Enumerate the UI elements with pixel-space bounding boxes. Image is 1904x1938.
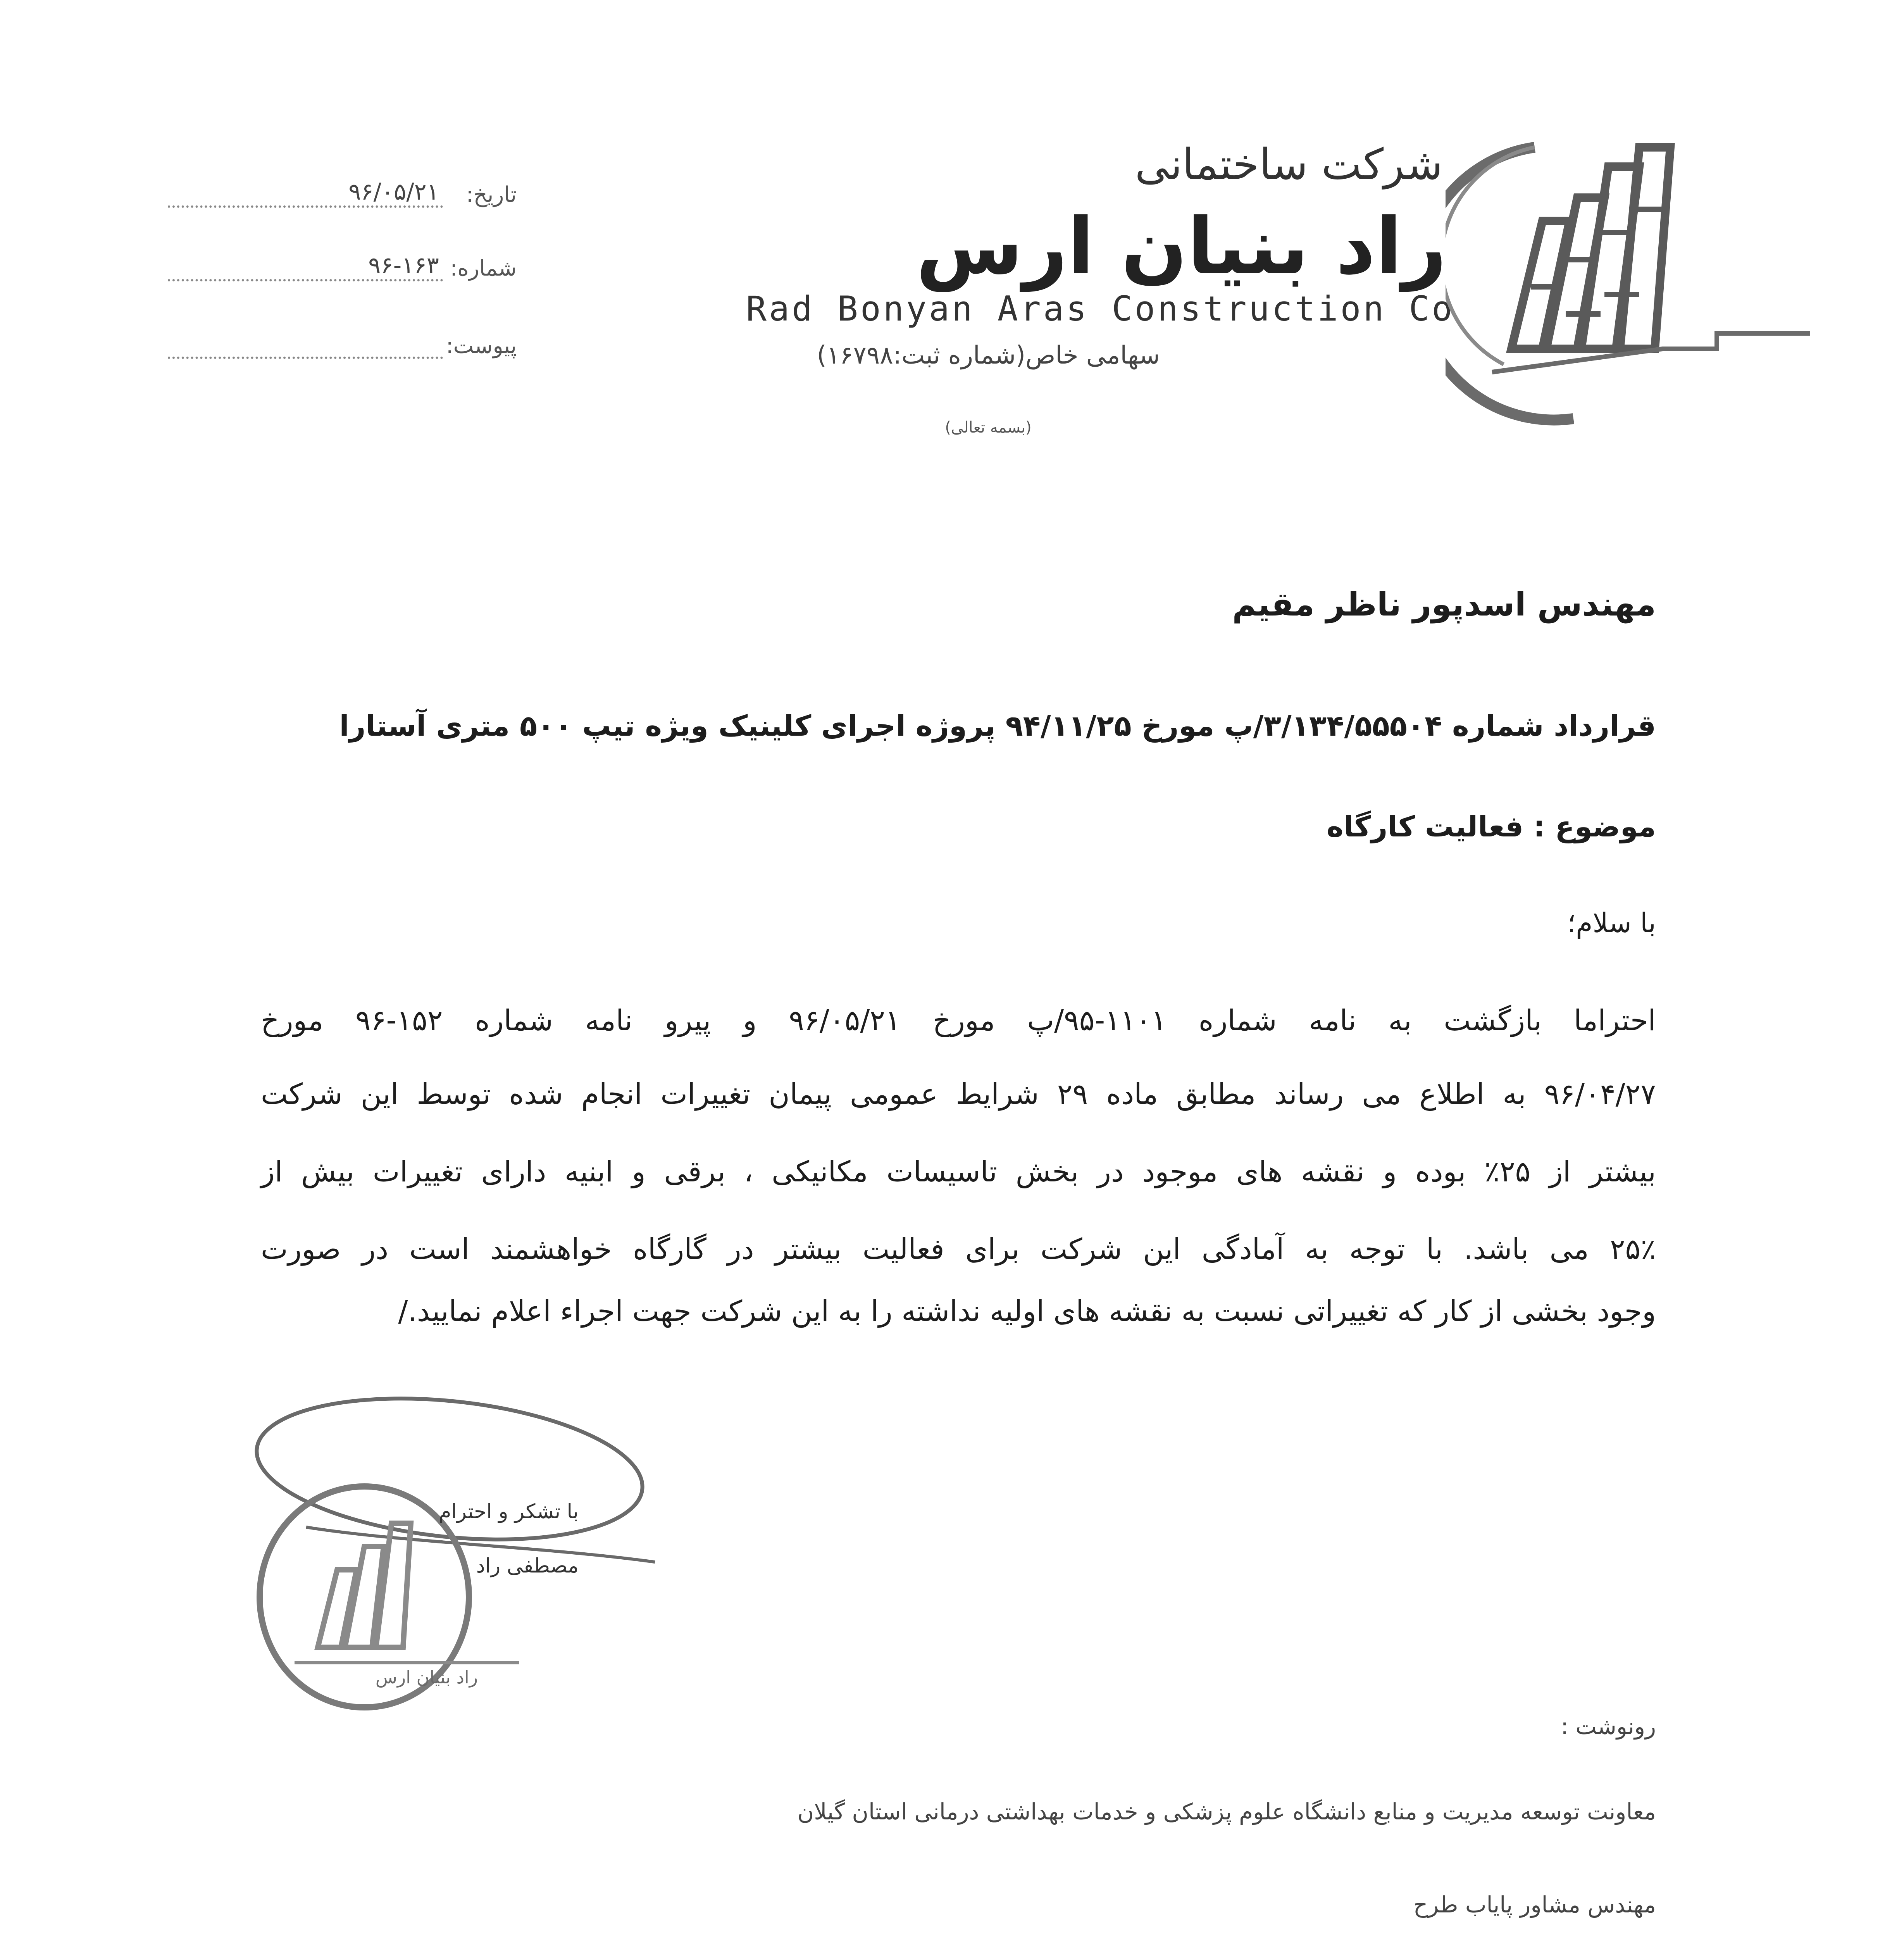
cc-item: مهندس مشاور پایاب طرح [1413,1891,1656,1918]
number-row [168,252,517,291]
signature-closing: با تشکر و احترام [439,1500,579,1523]
subject: موضوع : فعالیت کارگاه [1327,810,1656,843]
number-label: شماره: [450,256,517,281]
greeting: با سلام؛ [1567,907,1656,939]
body-line: بیشتر از ۲۵٪ بوده و نقشه های موجود در بخش تاسیسات مکانیکی ، برقی و ابنیه دارای تغییرات بیش از [261,1155,1656,1188]
body-line: احتراما بازگشت به نامه شماره ۱۱۰۱-۹۵/پ مورخ ۹۶/۰۵/۲۱ و پیرو نامه شماره ۱۵۲-۹۶ مورخ [261,1004,1656,1037]
cc-item: معاونت توسعه مدیریت و منابع دانشگاه علوم پزشکی و خدمات بهداشتی درمانی استان گیلان [797,1798,1656,1825]
attachment-dotted-line [168,357,443,359]
body-line: وجود بخشی از کار که تغییراتی نسبت به نقشه های اولیه نداشته را به این شرکت جهت اجراء اعلام نمایید./ [398,1295,1656,1328]
cc-label: رونوشت : [1561,1713,1656,1740]
attachment-label: پیوست: [446,333,517,359]
signature-name: مصطفی راد [476,1554,579,1578]
company-logo [1446,132,1814,426]
bismillah: (بسمه تعالی) [945,419,1032,436]
attachment-row [168,333,517,368]
company-name-english: Rad Bonyan Aras Construction Co [746,289,1455,329]
date-value: ۹۶/۰۵/۲۱ [348,178,439,205]
company-prefix: شرکت ساختمانی [1135,140,1443,189]
body-line: ۹۶/۰۴/۲۷ به اطلاع می رساند مطابق ماده ۲۹ شرایط عمومی پیمان تغییرات انجام شده توسط این شرکت [261,1078,1656,1111]
date-dotted-line [168,205,443,208]
body-line: ۲۵٪ می باشد. با توجه به آمادگی این شرکت برای فعالیت بیشتر در گارگاه خواهشمند است در صورت [261,1233,1656,1266]
company-name: راد بنیان ارس [916,202,1447,292]
date-row [168,178,517,217]
company-registration: سهامی خاص(شماره ثبت:۱۶۷۹۸) [817,341,1160,370]
date-label: تاریخ: [466,182,517,207]
number-value: ۹۶-۱۶۳ [368,252,439,279]
contract-reference: قرارداد شماره ۳/۱۳۴/۵۵۵۰۴/پ مورخ ۹۴/۱۱/۲۵ پروژه اجرای کلینیک ویژه تیپ ۵۰۰ متری آستارا [339,709,1656,743]
number-dotted-line [168,279,443,281]
addressee: مهندس اسدپور ناظر مقیم [1232,585,1656,623]
seal-company-name: راد بنیان ارس [375,1667,478,1688]
